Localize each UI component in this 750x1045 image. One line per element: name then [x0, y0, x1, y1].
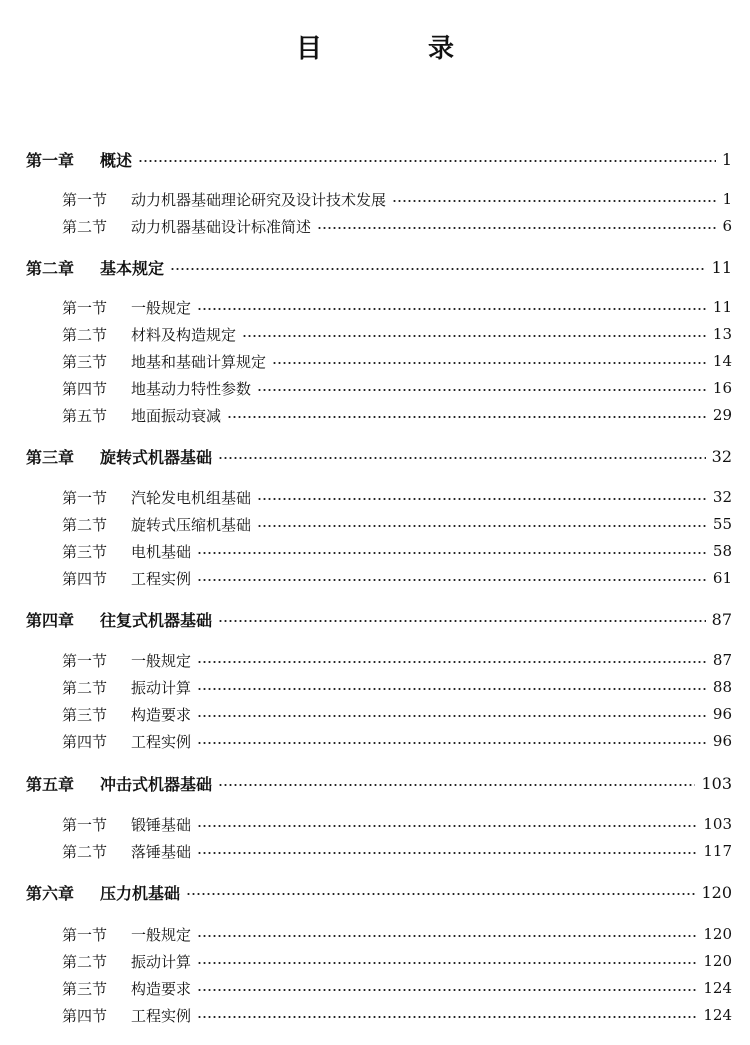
- dot-leader: [197, 552, 707, 554]
- entry-number: 第五章: [26, 774, 75, 794]
- entry-title: 地基和基础计算规定: [131, 352, 267, 371]
- entry-number: 第三节: [62, 705, 108, 724]
- entry-number: 第三节: [62, 542, 108, 561]
- entry-title: 电机基础: [131, 542, 192, 561]
- dot-leader: [197, 579, 707, 581]
- toc-section-row: [0, 321, 750, 347]
- toc-chapter-row: [0, 606, 750, 632]
- dot-leader: [197, 989, 697, 991]
- dot-leader: [170, 268, 706, 270]
- dot-leader: [186, 893, 695, 895]
- entry-title: 基本规定: [100, 258, 165, 278]
- entry-number: 第一章: [26, 150, 75, 170]
- entry-number: 第二节: [62, 217, 108, 236]
- page-number: 1: [722, 190, 732, 208]
- entry-title: 旋转式机器基础: [100, 447, 213, 467]
- page-number: 1: [721, 149, 732, 169]
- entry-number: 第二节: [62, 678, 108, 697]
- dot-leader: [257, 525, 707, 527]
- page-number: 120: [701, 882, 732, 902]
- entry-number: 第六章: [26, 883, 75, 903]
- entry-number: 第一节: [62, 190, 108, 209]
- dot-leader: [272, 362, 707, 364]
- entry-title: 工程实例: [131, 732, 192, 751]
- page-number: 88: [712, 678, 732, 696]
- entry-title: 概述: [100, 150, 133, 170]
- entry-title: 锻锤基础: [131, 815, 192, 834]
- entry-title: 一般规定: [131, 651, 192, 670]
- dot-leader: [197, 661, 707, 663]
- entry-title: 动力机器基础设计标准简述: [131, 217, 312, 236]
- entry-title: 振动计算: [131, 952, 192, 971]
- entry-title: 工程实例: [131, 1006, 192, 1025]
- entry-number: 第二节: [62, 842, 108, 861]
- entry-number: 第一节: [62, 815, 108, 834]
- entry-number: 第三节: [62, 352, 108, 371]
- toc-section-row: [0, 402, 750, 428]
- entry-title: 落锤基础: [131, 842, 192, 861]
- page-number: 61: [712, 569, 732, 587]
- entry-title: 地基动力特性参数: [131, 379, 252, 398]
- dot-leader: [197, 688, 707, 690]
- toc-chapter-row: [0, 443, 750, 469]
- page-number: 55: [712, 515, 732, 533]
- entry-number: 第三节: [62, 979, 108, 998]
- dot-leader: [392, 200, 716, 202]
- entry-number: 第四节: [62, 569, 108, 588]
- toc-section-row: [0, 975, 750, 1001]
- entry-number: 第四节: [62, 732, 108, 751]
- toc-section-row: [0, 701, 750, 727]
- toc-section-row: [0, 674, 750, 700]
- toc-chapter-row: [0, 879, 750, 905]
- toc-chapter-row: [0, 254, 750, 280]
- toc-section-row: [0, 811, 750, 837]
- entry-number: 第三章: [26, 447, 75, 467]
- toc-section-row: [0, 484, 750, 510]
- toc-section-row: [0, 1002, 750, 1028]
- toc-chapter-row: [0, 770, 750, 796]
- page-number: 103: [703, 815, 732, 833]
- dot-leader: [242, 335, 707, 337]
- page-number: 13: [712, 325, 732, 343]
- page-number: 103: [701, 773, 732, 793]
- entry-number: 第二章: [26, 258, 75, 278]
- entry-title: 振动计算: [131, 678, 192, 697]
- dot-leader: [197, 742, 707, 744]
- page-number: 124: [703, 979, 732, 997]
- dot-leader: [317, 227, 716, 229]
- dot-leader: [197, 1016, 697, 1018]
- toc-section-row: [0, 647, 750, 673]
- dot-leader: [197, 962, 697, 964]
- page-number: 96: [712, 732, 732, 750]
- toc-section-row: [0, 511, 750, 537]
- page-number: 117: [703, 842, 732, 860]
- entry-title: 往复式机器基础: [100, 610, 213, 630]
- toc-section-row: [0, 728, 750, 754]
- page-number: 29: [712, 406, 732, 424]
- toc-section-row: [0, 186, 750, 212]
- page-number: 124: [703, 1006, 732, 1024]
- page-number: 11: [712, 298, 732, 316]
- entry-number: 第一节: [62, 488, 108, 507]
- entry-title: 压力机基础: [100, 883, 181, 903]
- page-number: 120: [703, 952, 732, 970]
- entry-title: 工程实例: [131, 569, 192, 588]
- entry-title: 材料及构造规定: [131, 325, 237, 344]
- entry-title: 构造要求: [131, 979, 192, 998]
- entry-number: 第五节: [62, 406, 108, 425]
- entry-number: 第二节: [62, 952, 108, 971]
- dot-leader: [197, 935, 697, 937]
- entry-title: 动力机器基础理论研究及设计技术发展: [131, 190, 387, 209]
- entry-number: 第四节: [62, 1006, 108, 1025]
- toc-section-row: [0, 948, 750, 974]
- page-number: 87: [712, 651, 732, 669]
- dot-leader: [138, 160, 716, 162]
- entry-title: 地面振动衰减: [131, 406, 222, 425]
- page-number: 32: [711, 446, 732, 466]
- dot-leader: [218, 620, 706, 622]
- page-number: 11: [711, 257, 732, 277]
- dot-leader: [227, 416, 707, 418]
- dot-leader: [197, 852, 697, 854]
- toc-section-row: [0, 838, 750, 864]
- dot-leader: [197, 715, 707, 717]
- entry-number: 第二节: [62, 325, 108, 344]
- page-number: 14: [712, 352, 732, 370]
- page-title: 目 录: [295, 34, 494, 64]
- entry-number: 第四章: [26, 610, 75, 630]
- entry-title: 冲击式机器基础: [100, 774, 213, 794]
- entry-number: 第二节: [62, 515, 108, 534]
- entry-title: 旋转式压缩机基础: [131, 515, 252, 534]
- toc-section-row: [0, 294, 750, 320]
- toc-section-row: [0, 213, 750, 239]
- page-number: 96: [712, 705, 732, 723]
- dot-leader: [257, 498, 707, 500]
- page-number: 120: [703, 925, 732, 943]
- dot-leader: [197, 825, 697, 827]
- page-number: 58: [712, 542, 732, 560]
- entry-title: 汽轮发电机组基础: [131, 488, 252, 507]
- page-number: 16: [712, 379, 732, 397]
- dot-leader: [218, 457, 706, 459]
- page-number: 32: [712, 488, 732, 506]
- entry-title: 一般规定: [131, 925, 192, 944]
- toc-section-row: [0, 348, 750, 374]
- entry-title: 一般规定: [131, 298, 192, 317]
- toc-chapter-row: [0, 146, 750, 172]
- entry-number: 第四节: [62, 379, 108, 398]
- toc-section-row: [0, 538, 750, 564]
- entry-number: 第一节: [62, 298, 108, 317]
- toc-section-row: [0, 375, 750, 401]
- toc-section-row: [0, 565, 750, 591]
- dot-leader: [218, 784, 695, 786]
- toc-section-row: [0, 921, 750, 947]
- entry-number: 第一节: [62, 651, 108, 670]
- dot-leader: [257, 389, 707, 391]
- page-number: 87: [711, 609, 732, 629]
- entry-title: 构造要求: [131, 705, 192, 724]
- entry-number: 第一节: [62, 925, 108, 944]
- page-number: 6: [722, 217, 732, 235]
- dot-leader: [197, 308, 707, 310]
